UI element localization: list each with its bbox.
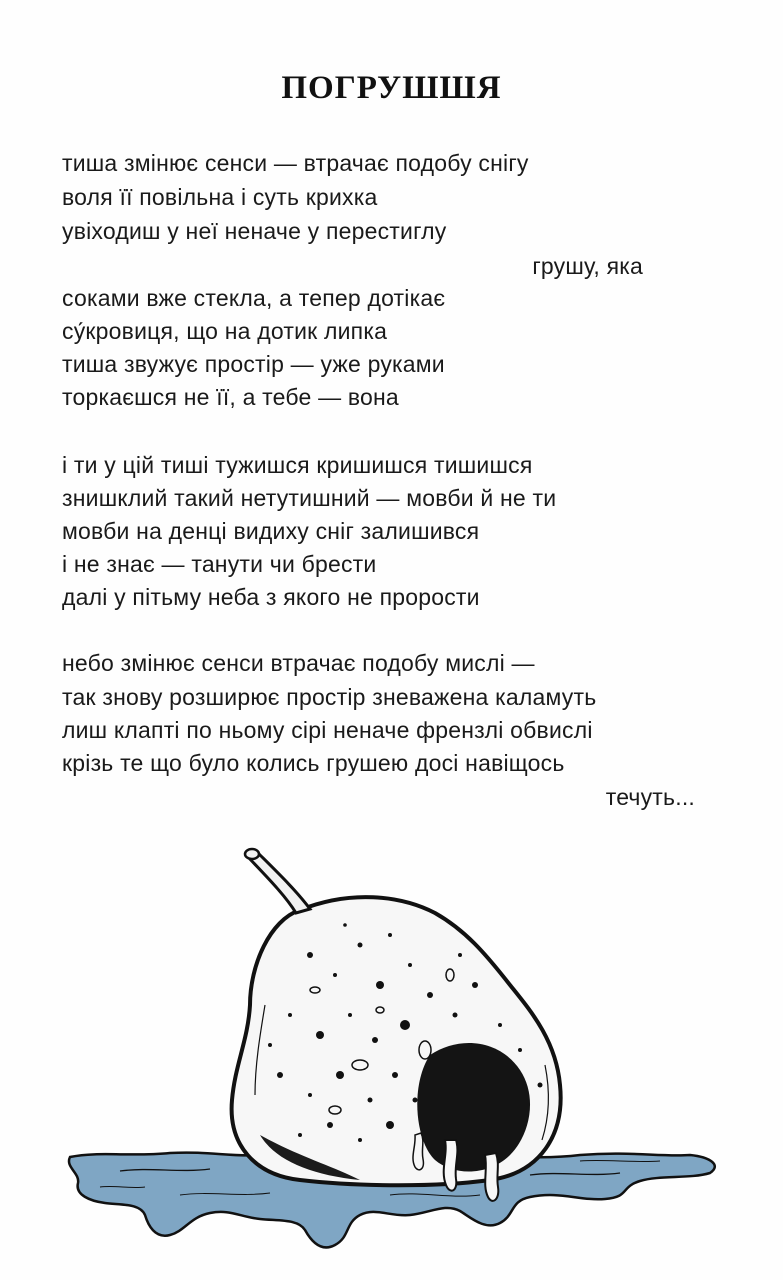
poem-line: крізь те що було колись грушею досі навіщось <box>62 750 565 776</box>
poem-line: і не знає — танути чи брести <box>62 551 377 577</box>
poem-line: течуть... <box>605 784 695 810</box>
poem-line: далі у пітьму неба з якого не прорости <box>62 584 480 610</box>
poem-line: увіходиш у неї неначе у перестиглу <box>62 218 447 244</box>
poem-line: тиша звужує простір — уже руками <box>62 351 445 377</box>
poem-line: торкаєшся не її, а тебе — вона <box>62 384 399 410</box>
poem-line: грушу, яка <box>532 253 643 279</box>
poem-line: тиша змінює сенси — втрачає подобу снігу <box>62 150 529 176</box>
poem-line: і ти у цій тиші тужишся кришишся тишишся <box>62 452 533 478</box>
pear-stem <box>245 849 310 913</box>
poem-line: воля її повільна і суть крихка <box>62 184 378 210</box>
poem-line: лиш клапті по ньому сірі неначе френзлі обвислі <box>62 717 593 743</box>
poem-line: мовби на денці видиху сніг залишився <box>62 518 480 544</box>
poem-line: так знову розширює простір зневажена каламуть <box>62 684 597 710</box>
poem-line: су́кровиця, що на дотик липка <box>62 318 388 344</box>
poem-line: небо змінює сенси втрачає подобу мислі — <box>62 650 535 676</box>
poem-title: ПОГРУШШЯ <box>281 70 502 106</box>
poem-line: знишклий такий нетутишний — мовби й не ти <box>62 485 557 511</box>
pear-body <box>232 897 561 1201</box>
pear-illustration <box>60 835 730 1275</box>
poem-line: соками вже стекла, а тепер дотікає <box>62 285 446 311</box>
